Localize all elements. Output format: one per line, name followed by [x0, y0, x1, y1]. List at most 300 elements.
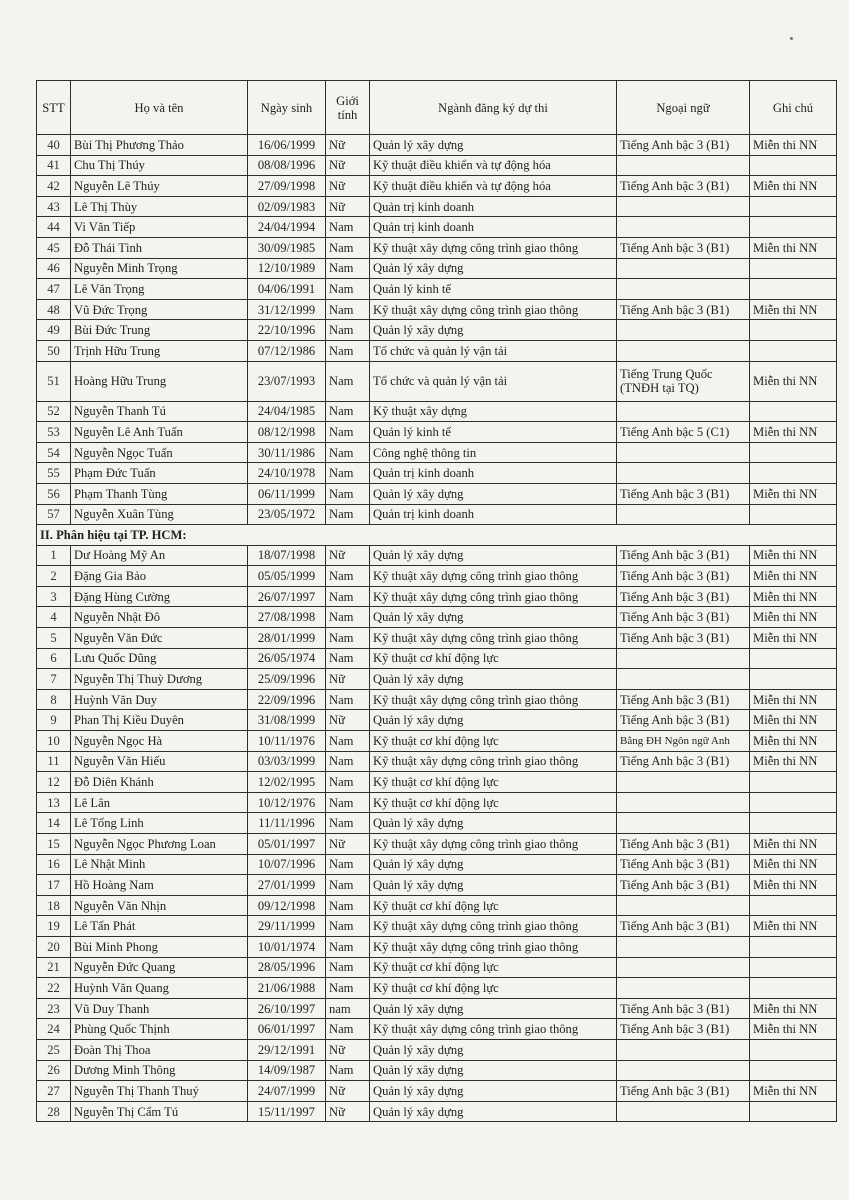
- cell-gender: Nam: [326, 258, 370, 279]
- cell-dob: 28/05/1996: [248, 957, 326, 978]
- cell-major: Quản lý xây dựng: [370, 607, 617, 628]
- cell-language: [617, 320, 750, 341]
- cell-gender: Nữ: [326, 710, 370, 731]
- cell-name: Chu Thị Thúy: [71, 155, 248, 176]
- cell-language: Tiếng Anh bậc 3 (B1): [617, 689, 750, 710]
- cell-stt: 6: [37, 648, 71, 669]
- cell-name: Nguyễn Lê Anh Tuấn: [71, 422, 248, 443]
- cell-name: Đặng Gia Bảo: [71, 566, 248, 587]
- cell-major: Kỹ thuật xây dựng công trình giao thông: [370, 586, 617, 607]
- table-row: [37, 135, 837, 156]
- cell-name: Nguyễn Thị Cẩm Tú: [71, 1101, 248, 1122]
- table-row: [37, 710, 837, 731]
- table-row: [37, 483, 837, 504]
- cell-name: Lê Thị Thùy: [71, 196, 248, 217]
- cell-stt: 16: [37, 854, 71, 875]
- cell-name: Dư Hoàng Mỹ An: [71, 545, 248, 566]
- cell-language: [617, 957, 750, 978]
- section-title: II. Phân hiệu tại TP. HCM:: [37, 525, 837, 546]
- table-row: [37, 1039, 837, 1060]
- cell-major: Kỹ thuật xây dựng: [370, 401, 617, 422]
- cell-major: Kỹ thuật xây dựng công trình giao thông: [370, 299, 617, 320]
- cell-language: Tiếng Anh bậc 3 (B1): [617, 875, 750, 896]
- cell-major: Quản trị kinh doanh: [370, 196, 617, 217]
- cell-dob: 03/03/1999: [248, 751, 326, 772]
- cell-dob: 24/07/1999: [248, 1081, 326, 1102]
- cell-stt: 24: [37, 1019, 71, 1040]
- cell-dob: 27/08/1998: [248, 607, 326, 628]
- cell-gender: Nam: [326, 957, 370, 978]
- table-row: [37, 279, 837, 300]
- cell-note: Miễn thi NN: [750, 998, 837, 1019]
- cell-note: [750, 772, 837, 793]
- cell-language: Tiếng Anh bậc 3 (B1): [617, 710, 750, 731]
- cell-note: [750, 463, 837, 484]
- cell-major: Kỹ thuật cơ khí động lực: [370, 895, 617, 916]
- header-major: Ngành đăng ký dự thi: [370, 81, 617, 135]
- cell-stt: 19: [37, 916, 71, 937]
- table-row: [37, 1101, 837, 1122]
- cell-dob: 29/11/1999: [248, 916, 326, 937]
- cell-stt: 1: [37, 545, 71, 566]
- cell-dob: 26/07/1997: [248, 586, 326, 607]
- table-row: [37, 1081, 837, 1102]
- cell-stt: 42: [37, 176, 71, 197]
- cell-name: Lê Tống Linh: [71, 813, 248, 834]
- cell-note: Miễn thi NN: [750, 135, 837, 156]
- cell-name: Huỳnh Văn Duy: [71, 689, 248, 710]
- cell-note: Miễn thi NN: [750, 1081, 837, 1102]
- table-row: [37, 504, 837, 525]
- table-row: [37, 978, 837, 999]
- cell-dob: 27/09/1998: [248, 176, 326, 197]
- cell-dob: 05/01/1997: [248, 834, 326, 855]
- cell-gender: Nam: [326, 340, 370, 361]
- cell-note: Miễn thi NN: [750, 731, 837, 752]
- table-row: [37, 217, 837, 238]
- cell-major: Quản trị kinh doanh: [370, 463, 617, 484]
- cell-gender: Nam: [326, 442, 370, 463]
- cell-language: [617, 258, 750, 279]
- table-body-part1: [37, 135, 837, 525]
- cell-note: [750, 320, 837, 341]
- cell-stt: 20: [37, 936, 71, 957]
- cell-language: Tiếng Trung Quốc (TNĐH tại TQ): [617, 361, 750, 401]
- cell-dob: 29/12/1991: [248, 1039, 326, 1060]
- cell-language: Tiếng Anh bậc 3 (B1): [617, 854, 750, 875]
- cell-gender: Nữ: [326, 1039, 370, 1060]
- cell-gender: Nam: [326, 422, 370, 443]
- cell-dob: 15/11/1997: [248, 1101, 326, 1122]
- table-row: [37, 751, 837, 772]
- cell-language: [617, 1060, 750, 1081]
- cell-dob: 07/12/1986: [248, 340, 326, 361]
- cell-name: Phan Thị Kiều Duyên: [71, 710, 248, 731]
- cell-note: [750, 1101, 837, 1122]
- cell-stt: 44: [37, 217, 71, 238]
- cell-language: [617, 792, 750, 813]
- cell-gender: Nam: [326, 586, 370, 607]
- cell-major: Quản lý xây dựng: [370, 1039, 617, 1060]
- cell-stt: 28: [37, 1101, 71, 1122]
- cell-stt: 26: [37, 1060, 71, 1081]
- cell-gender: Nam: [326, 731, 370, 752]
- cell-major: Kỹ thuật cơ khí động lực: [370, 731, 617, 752]
- cell-name: Phạm Đức Tuấn: [71, 463, 248, 484]
- cell-dob: 14/09/1987: [248, 1060, 326, 1081]
- cell-gender: Nam: [326, 504, 370, 525]
- cell-name: Nguyễn Ngọc Tuấn: [71, 442, 248, 463]
- cell-note: Miễn thi NN: [750, 299, 837, 320]
- cell-dob: 27/01/1999: [248, 875, 326, 896]
- cell-note: Miễn thi NN: [750, 607, 837, 628]
- section-row-group: [37, 525, 837, 546]
- cell-dob: 04/06/1991: [248, 279, 326, 300]
- cell-stt: 48: [37, 299, 71, 320]
- cell-dob: 12/02/1995: [248, 772, 326, 793]
- header-language: Ngoại ngữ: [617, 81, 750, 135]
- cell-stt: 11: [37, 751, 71, 772]
- cell-note: Miễn thi NN: [750, 628, 837, 649]
- cell-language: [617, 978, 750, 999]
- cell-major: Kỹ thuật xây dựng công trình giao thông: [370, 916, 617, 937]
- table-row: [37, 628, 837, 649]
- cell-name: Bùi Đức Trung: [71, 320, 248, 341]
- table-header: [37, 81, 837, 135]
- table-row: [37, 320, 837, 341]
- cell-stt: 54: [37, 442, 71, 463]
- cell-note: Miễn thi NN: [750, 361, 837, 401]
- cell-language: Tiếng Anh bậc 3 (B1): [617, 1019, 750, 1040]
- cell-language: Tiếng Anh bậc 3 (B1): [617, 586, 750, 607]
- cell-name: Bùi Thị Phương Thảo: [71, 135, 248, 156]
- cell-major: Quản lý xây dựng: [370, 998, 617, 1019]
- cell-dob: 22/10/1996: [248, 320, 326, 341]
- cell-name: Đỗ Diên Khánh: [71, 772, 248, 793]
- cell-stt: 57: [37, 504, 71, 525]
- cell-gender: Nam: [326, 936, 370, 957]
- cell-major: Quản trị kinh doanh: [370, 504, 617, 525]
- cell-note: [750, 217, 837, 238]
- cell-name: Hoàng Hữu Trung: [71, 361, 248, 401]
- cell-gender: Nam: [326, 1019, 370, 1040]
- cell-name: Nguyễn Đức Quang: [71, 957, 248, 978]
- cell-language: [617, 401, 750, 422]
- cell-note: Miễn thi NN: [750, 710, 837, 731]
- table-row: [37, 361, 837, 401]
- header-note: Ghi chú: [750, 81, 837, 135]
- cell-major: Kỹ thuật cơ khí động lực: [370, 957, 617, 978]
- cell-gender: Nam: [326, 875, 370, 896]
- cell-dob: 28/01/1999: [248, 628, 326, 649]
- cell-stt: 9: [37, 710, 71, 731]
- cell-name: Lê Lân: [71, 792, 248, 813]
- cell-note: Miễn thi NN: [750, 586, 837, 607]
- cell-language: [617, 442, 750, 463]
- cell-note: [750, 442, 837, 463]
- cell-gender: Nam: [326, 648, 370, 669]
- cell-note: Miễn thi NN: [750, 834, 837, 855]
- cell-name: Dương Minh Thông: [71, 1060, 248, 1081]
- table-row: [37, 731, 837, 752]
- header-stt: STT: [37, 81, 71, 135]
- cell-stt: 15: [37, 834, 71, 855]
- cell-gender: Nam: [326, 813, 370, 834]
- cell-name: Vũ Duy Thanh: [71, 998, 248, 1019]
- cell-note: [750, 1039, 837, 1060]
- cell-gender: Nam: [326, 854, 370, 875]
- section-row: [37, 525, 837, 546]
- table-row: [37, 854, 837, 875]
- cell-stt: 49: [37, 320, 71, 341]
- cell-major: Tổ chức và quản lý vận tải: [370, 361, 617, 401]
- cell-stt: 52: [37, 401, 71, 422]
- cell-gender: Nam: [326, 401, 370, 422]
- cell-gender: Nữ: [326, 176, 370, 197]
- cell-major: Quản lý xây dựng: [370, 669, 617, 690]
- cell-dob: 10/07/1996: [248, 854, 326, 875]
- table-row: [37, 813, 837, 834]
- cell-major: Kỹ thuật xây dựng công trình giao thông: [370, 751, 617, 772]
- cell-note: [750, 957, 837, 978]
- cell-note: Miễn thi NN: [750, 854, 837, 875]
- cell-name: Đoàn Thị Thoa: [71, 1039, 248, 1060]
- cell-gender: Nam: [326, 792, 370, 813]
- cell-name: Bùi Minh Phong: [71, 936, 248, 957]
- cell-dob: 31/08/1999: [248, 710, 326, 731]
- cell-stt: 53: [37, 422, 71, 443]
- cell-gender: Nam: [326, 320, 370, 341]
- cell-major: Kỹ thuật cơ khí động lực: [370, 978, 617, 999]
- cell-note: Miễn thi NN: [750, 875, 837, 896]
- cell-stt: 51: [37, 361, 71, 401]
- cell-dob: 26/05/1974: [248, 648, 326, 669]
- cell-note: [750, 895, 837, 916]
- cell-stt: 56: [37, 483, 71, 504]
- cell-language: [617, 217, 750, 238]
- cell-dob: 06/01/1997: [248, 1019, 326, 1040]
- cell-stt: 10: [37, 731, 71, 752]
- cell-note: Miễn thi NN: [750, 176, 837, 197]
- cell-dob: 23/05/1972: [248, 504, 326, 525]
- cell-language: [617, 648, 750, 669]
- cell-stt: 27: [37, 1081, 71, 1102]
- table-row: [37, 957, 837, 978]
- cell-gender: Nam: [326, 279, 370, 300]
- cell-stt: 25: [37, 1039, 71, 1060]
- cell-language: [617, 279, 750, 300]
- table-row: [37, 545, 837, 566]
- cell-language: Tiếng Anh bậc 3 (B1): [617, 299, 750, 320]
- table-row: [37, 176, 837, 197]
- cell-stt: 7: [37, 669, 71, 690]
- cell-dob: 31/12/1999: [248, 299, 326, 320]
- cell-name: Lưu Quốc Dũng: [71, 648, 248, 669]
- table-row: [37, 237, 837, 258]
- cell-name: Vũ Đức Trọng: [71, 299, 248, 320]
- cell-major: Kỹ thuật cơ khí động lực: [370, 648, 617, 669]
- cell-note: [750, 504, 837, 525]
- cell-gender: Nam: [326, 566, 370, 587]
- document-sheet: [36, 80, 836, 1122]
- cell-name: Lê Văn Trọng: [71, 279, 248, 300]
- cell-dob: 05/05/1999: [248, 566, 326, 587]
- cell-dob: 10/11/1976: [248, 731, 326, 752]
- cell-language: Tiếng Anh bậc 3 (B1): [617, 545, 750, 566]
- cell-stt: 46: [37, 258, 71, 279]
- table-row: [37, 875, 837, 896]
- cell-dob: 08/12/1998: [248, 422, 326, 443]
- cell-language: [617, 772, 750, 793]
- candidate-table: [36, 80, 837, 1122]
- table-row: [37, 772, 837, 793]
- table-row: [37, 442, 837, 463]
- cell-dob: 23/07/1993: [248, 361, 326, 401]
- cell-major: Quản lý xây dựng: [370, 545, 617, 566]
- cell-name: Nguyễn Thị Thuỳ Dương: [71, 669, 248, 690]
- table-row: [37, 299, 837, 320]
- cell-dob: 30/11/1986: [248, 442, 326, 463]
- cell-major: Kỹ thuật xây dựng công trình giao thông: [370, 237, 617, 258]
- cell-dob: 11/11/1996: [248, 813, 326, 834]
- cell-major: Quản lý xây dựng: [370, 813, 617, 834]
- cell-gender: Nam: [326, 361, 370, 401]
- cell-language: [617, 155, 750, 176]
- cell-gender: Nữ: [326, 155, 370, 176]
- table-row: [37, 916, 837, 937]
- cell-note: Miễn thi NN: [750, 916, 837, 937]
- cell-stt: 3: [37, 586, 71, 607]
- cell-dob: 21/06/1988: [248, 978, 326, 999]
- cell-language: Tiếng Anh bậc 3 (B1): [617, 998, 750, 1019]
- cell-stt: 50: [37, 340, 71, 361]
- cell-note: [750, 978, 837, 999]
- table-row: [37, 895, 837, 916]
- cell-name: Nguyễn Văn Hiếu: [71, 751, 248, 772]
- cell-gender: Nữ: [326, 834, 370, 855]
- cell-stt: 43: [37, 196, 71, 217]
- table-row: [37, 607, 837, 628]
- cell-dob: 22/09/1996: [248, 689, 326, 710]
- cell-name: Nguyễn Ngọc Hà: [71, 731, 248, 752]
- table-row: [37, 422, 837, 443]
- cell-major: Quản lý xây dựng: [370, 1081, 617, 1102]
- cell-language: [617, 504, 750, 525]
- cell-note: [750, 401, 837, 422]
- cell-language: Tiếng Anh bậc 3 (B1): [617, 916, 750, 937]
- cell-name: Nguyễn Minh Trọng: [71, 258, 248, 279]
- table-row: [37, 689, 837, 710]
- table-row: [37, 1060, 837, 1081]
- cell-language: Tiếng Anh bậc 3 (B1): [617, 566, 750, 587]
- cell-major: Kỹ thuật cơ khí động lực: [370, 772, 617, 793]
- cell-gender: Nam: [326, 689, 370, 710]
- cell-language: Tiếng Anh bậc 3 (B1): [617, 607, 750, 628]
- cell-stt: 4: [37, 607, 71, 628]
- cell-major: Tổ chức và quản lý vận tải: [370, 340, 617, 361]
- table-row: [37, 586, 837, 607]
- cell-language: Tiếng Anh bậc 3 (B1): [617, 1081, 750, 1102]
- table-row: [37, 648, 837, 669]
- cell-stt: 47: [37, 279, 71, 300]
- cell-language: [617, 669, 750, 690]
- cell-language: Tiếng Anh bậc 3 (B1): [617, 176, 750, 197]
- cell-name: Phạm Thanh Tùng: [71, 483, 248, 504]
- cell-stt: 21: [37, 957, 71, 978]
- cell-gender: Nam: [326, 299, 370, 320]
- cell-language: [617, 340, 750, 361]
- cell-language: Tiếng Anh bậc 3 (B1): [617, 628, 750, 649]
- cell-language: Tiếng Anh bậc 3 (B1): [617, 237, 750, 258]
- cell-note: [750, 813, 837, 834]
- cell-note: [750, 792, 837, 813]
- table-row: [37, 1019, 837, 1040]
- cell-stt: 5: [37, 628, 71, 649]
- table-row: [37, 936, 837, 957]
- cell-note: Miễn thi NN: [750, 545, 837, 566]
- cell-major: Kỹ thuật xây dựng công trình giao thông: [370, 628, 617, 649]
- cell-dob: 26/10/1997: [248, 998, 326, 1019]
- cell-language: [617, 813, 750, 834]
- cell-name: Nguyễn Văn Đức: [71, 628, 248, 649]
- cell-major: Kỹ thuật xây dựng công trình giao thông: [370, 689, 617, 710]
- cell-dob: 30/09/1985: [248, 237, 326, 258]
- cell-dob: 16/06/1999: [248, 135, 326, 156]
- table-row: [37, 463, 837, 484]
- cell-stt: 8: [37, 689, 71, 710]
- table-row: [37, 566, 837, 587]
- cell-stt: 13: [37, 792, 71, 813]
- header-gender: Giới tính: [326, 81, 370, 135]
- cell-note: [750, 279, 837, 300]
- cell-major: Quản lý xây dựng: [370, 320, 617, 341]
- cell-name: Vi Văn Tiếp: [71, 217, 248, 238]
- cell-language: [617, 936, 750, 957]
- cell-major: Quản lý xây dựng: [370, 483, 617, 504]
- cell-name: Lê Nhật Minh: [71, 854, 248, 875]
- cell-note: [750, 648, 837, 669]
- cell-name: Đỗ Thái Tình: [71, 237, 248, 258]
- cell-note: Miễn thi NN: [750, 689, 837, 710]
- cell-note: Miễn thi NN: [750, 566, 837, 587]
- cell-stt: 2: [37, 566, 71, 587]
- cell-gender: Nữ: [326, 1101, 370, 1122]
- cell-stt: 17: [37, 875, 71, 896]
- cell-name: Lê Tấn Phát: [71, 916, 248, 937]
- cell-gender: nam: [326, 998, 370, 1019]
- cell-gender: Nữ: [326, 669, 370, 690]
- cell-dob: 12/10/1989: [248, 258, 326, 279]
- cell-major: Quản trị kinh doanh: [370, 217, 617, 238]
- cell-gender: Nam: [326, 772, 370, 793]
- cell-note: [750, 669, 837, 690]
- cell-name: Nguyễn Xuân Tùng: [71, 504, 248, 525]
- cell-language: Tiếng Anh bậc 3 (B1): [617, 135, 750, 156]
- cell-major: Quản lý xây dựng: [370, 1060, 617, 1081]
- table-row: [37, 258, 837, 279]
- cell-dob: 02/09/1983: [248, 196, 326, 217]
- cell-gender: Nam: [326, 483, 370, 504]
- cell-language: [617, 895, 750, 916]
- header-dob: Ngày sinh: [248, 81, 326, 135]
- cell-language: Tiếng Anh bậc 3 (B1): [617, 834, 750, 855]
- cell-gender: Nam: [326, 217, 370, 238]
- cell-note: [750, 196, 837, 217]
- cell-language: Tiếng Anh bậc 3 (B1): [617, 751, 750, 772]
- cell-note: Miễn thi NN: [750, 751, 837, 772]
- cell-dob: 10/01/1974: [248, 936, 326, 957]
- table-row: [37, 998, 837, 1019]
